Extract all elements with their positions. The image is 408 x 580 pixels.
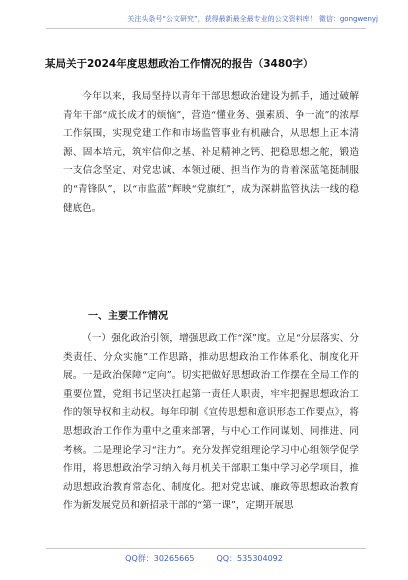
intro-paragraph-text: 今年以来，我局坚持以青年干部思想政治建设为抓手，通过破解青年干部“成长成才的烦恼”，营造“懂业务、强素质、争一流”的浓厚工作氛围，实现党建工作和市场监管事业有机融合，从思想上正本清源、固本培元，筑牢信仰之基、补足精神之钙、把稳思想之舵，锻造一支信念坚定、对党忠诚、本领过硬、担当作为的肯着深蓝笔挺制服的“青锋队”，以“市监蓝”辉映“党旗红”，成为深耕监管执法一线的稳健底色。 [63,91,359,214]
footer-divider [46,548,366,549]
section-paragraph-text: （一）强化政治引领，增强思政工作“深”度。立足“分层落实、分类责任、分众实施”工作思路，推动思想政治工作体系化、制度化开展。一是政治保障“定向”。切实把做好思想政治工作摆在全局工作的重要位置，党组书记坚决扛起第一责任人职责，牢牢把握思想政治工作的领导权和主动权。每年印制《宣传思想和意识形态工作要点》，将思想政治工作作为重中之重来部署，与中心工作同谋划、同推进、同考核。二是理论学习“注力”。充分发挥党组理论学习中心组领学促学作用，将思想政治学习纳入每月机关干部职工集中学习必学项目，推动思想政治教育常态化、制度化。把对党忠诚、廉政等思想政治教育作为新发展党员和新招录干部的“第一课”，定期开展思 [63,333,359,512]
section-paragraph [63,330,359,546]
document-title: 某局关于2024年度思想政治工作情况的报告（3480字） [45,58,314,70]
intro-paragraph [63,88,359,218]
header-promo-note: 关注头条号“公文研究”，获得最新最全最专业的公文资料库！ 微信：gongwenyj [127,15,378,23]
footer-contacts [0,553,408,565]
header-divider [46,28,366,29]
section-heading: 一、主要工作情况 [88,311,168,322]
footer-qq-group: QQ群：30265665 [125,554,195,563]
footer-qq-number: QQ：535304092 [216,554,283,563]
